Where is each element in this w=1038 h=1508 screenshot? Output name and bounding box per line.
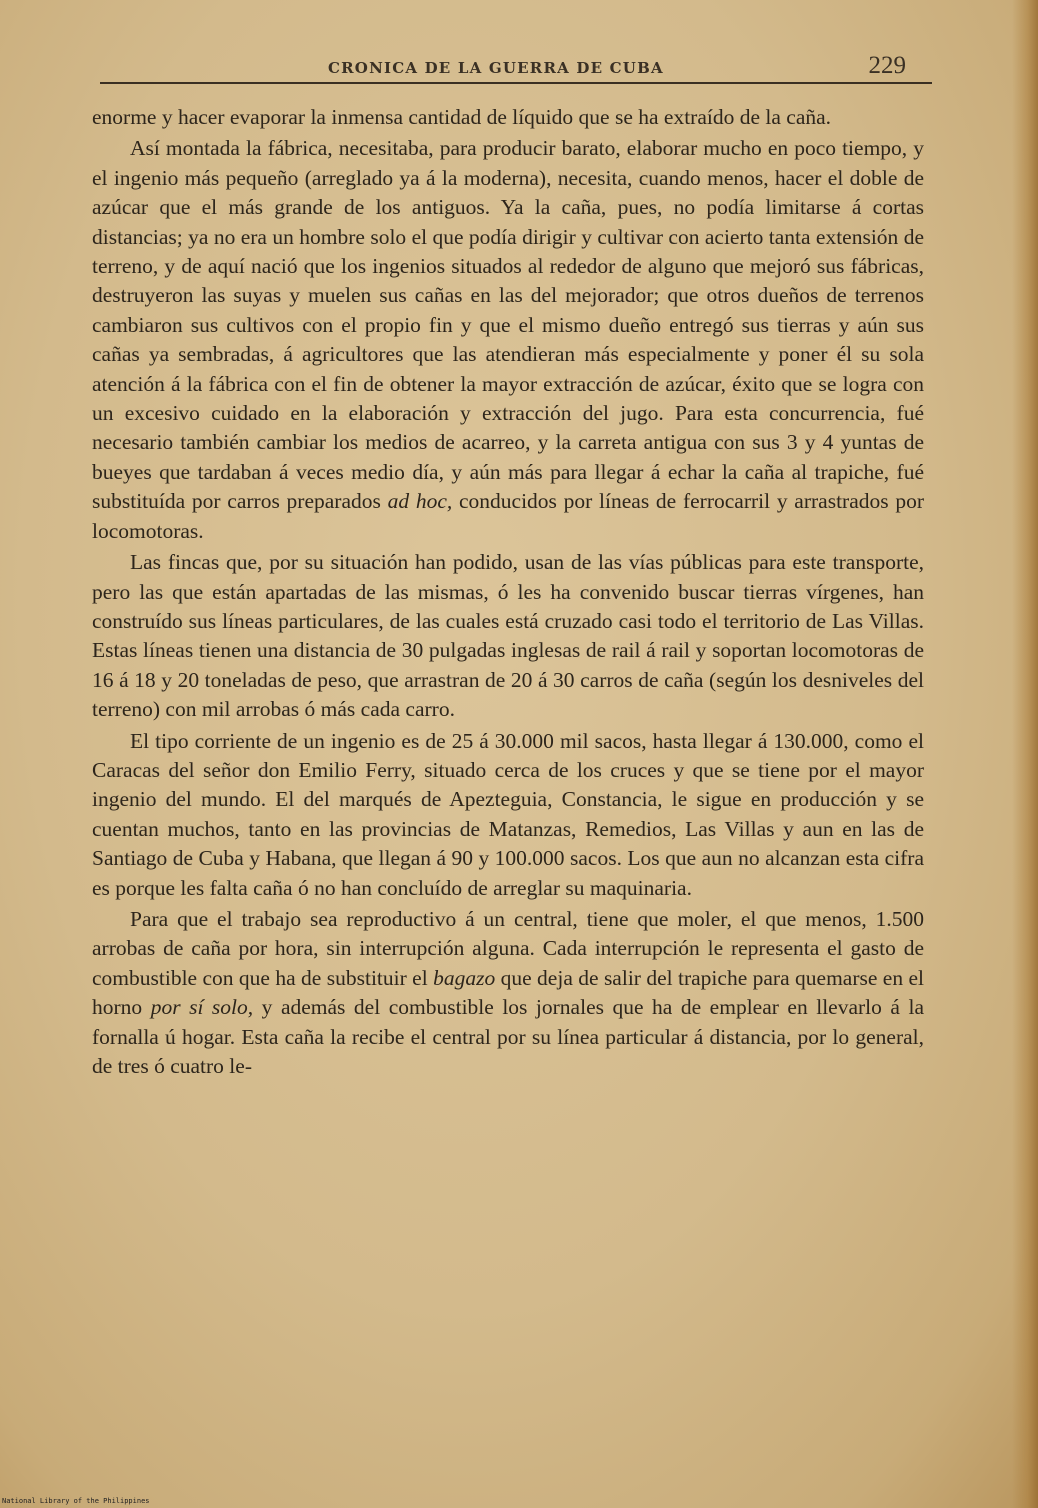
paragraph-text: que deja de salir del trapiche para quemarse en el horno [92, 965, 925, 1020]
paragraph-2 [92, 134, 924, 546]
running-title: CRONICA DE LA GUERRA DE CUBA [328, 59, 664, 77]
paragraph-text: Para que el trabajo sea reproductivo á un central, tiene que moler, el que menos, 1.500 arrobas de caña por hora, sin interrupción alguna. Cada interrupción le representa el gasto de combustible con que ha de substituir el [92, 906, 924, 990]
library-credit: National Library of the Philippines [2, 1497, 150, 1505]
paragraph-text: El tipo corriente de un ingenio es de 25 á 30.000 mil sacos, hasta llegar á 130.000, como el Caracas del señor don Emilio Ferry, situado cerca de los cruces y que se tiene por el mayor ingenio del mundo. El del marqués de Apezteguia, Constancia, le sigue en producción y se cuentan muchos, tanto en las provincias de Matanzas, Remedios, Las Villas y aun en las de Santiago de Cuba y Habana, que llegan á 90 y 100.000 sacos. Los que aun no alcanzan esta cifra es porque les falta caña ó no han concluído de arreglar su maquinaria. [92, 728, 924, 900]
paragraph-3 [92, 548, 924, 724]
paragraph-text: enorme y hacer evaporar la inmensa cantidad de líquido que se ha extraído de la caña. [92, 105, 832, 129]
page-edge-shading [1012, 0, 1038, 1508]
italic-phrase-por-si-solo: por sí solo, [150, 995, 254, 1020]
italic-phrase-ad-hoc: ad hoc, [387, 489, 453, 514]
body-text [92, 103, 924, 1081]
paragraph-text: Las fincas que, por su situación han podido, usan de las vías públicas para este transporte, pero las que están apartadas de las mismas, ó les ha convenido buscar tierras vírgenes, han construído sus líneas particulares, de las cuales está cruzado casi todo el territorio de Las Villas. Estas líneas tienen una distancia de 30 pulgadas inglesas de rail á rail y soportan locomotoras de 16 á 18 y 20 toneladas de peso, que arrastran de 20 á 30 carros de caña (según los desniveles del terreno) con mil arrobas ó más cada carro. [92, 550, 924, 722]
paragraph-4 [92, 727, 924, 903]
italic-word-bagazo: bagazo [433, 965, 496, 990]
paragraph-text: Así montada la fábrica, necesitaba, para producir barato, elaborar mucho en poco tiempo, y el ingenio más pequeño (arreglado ya á la moderna), necesita, cuando menos, hacer el doble de azúcar que el más grande de los antiguos. Ya la caña, pues, no podía limitarse á cortas distancias; ya no era un hombre solo el que podía dirigir y cultivar con acierto tanta extensión de terreno, y de aquí nació que los ingenios situados al rededor de alguno que mejoró sus fábricas, destruyeron las suyas y muelen sus cañas en las del mejorador; que otros dueños de terrenos cambiaron sus cultivos con el propio fin y que el mismo dueño entregó sus tierras y aún sus cañas ya sembradas, á agricultores que las atendieran más especialmente y poner él su sola atención á la fábrica con el fin de obtener la mayor extracción de azúcar, éxito que se logra con un excesivo cuidado en la elaboración y extracción del jugo. Para esta concurrencia, fué necesario también cambiar los medios de acarreo, y la carreta antigua con sus 3 y 4 yuntas de bueyes que tardaban á veces medio día, y aún más para llegar á echar la caña al trapiche, fué substituída por carros preparados [92, 136, 924, 514]
paragraph-text: conducidos por líneas de ferrocarril y arrastrados por locomotoras. [92, 489, 925, 543]
page-header [100, 52, 932, 84]
paragraph-text: y además del combustible los jornales que ha de emplear en llevarlo á la fornalla ú hogar. Esta caña la recibe el central por su línea particular á distancia, por lo general, de tres ó cuatro le- [92, 995, 924, 1078]
page-number: 229 [868, 52, 906, 79]
paragraph-1 [92, 103, 924, 132]
paragraph-5 [92, 905, 924, 1081]
